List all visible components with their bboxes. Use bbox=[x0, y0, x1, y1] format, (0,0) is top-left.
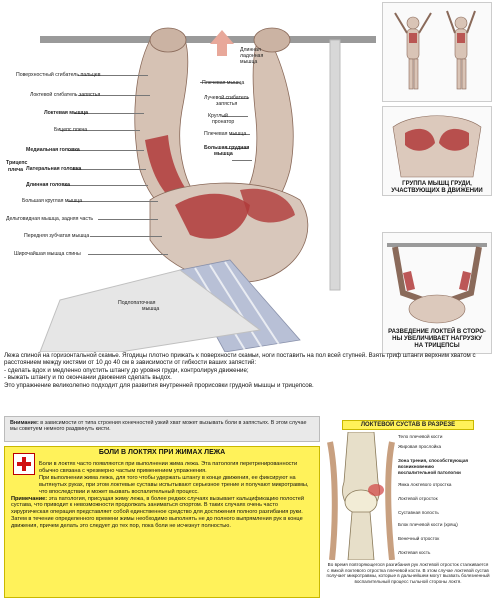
elbow-label-humerus: Тело плечевой кости bbox=[398, 434, 443, 439]
desc-intro: Лежа спиной на горизонтальной скамье. Ягодицы плотно прижать к поверхности скамьи, ноги поставить на пол всей ступней. Взять гриф штанги верхним хватом с расстоянием между кистями от 10 до 40 см в зависимости от гибкости ваших запястий: bbox=[4, 352, 476, 367]
chest-caption-line-1: ГРУППА МЫШЦ ГРУДИ, bbox=[402, 181, 472, 187]
pain-body bbox=[11, 461, 315, 530]
label-deltoid-rear: Дельтовидная мышца, задняя часть bbox=[6, 216, 94, 222]
label-long-palmar-2: ладонная bbox=[240, 53, 264, 59]
chest-drawing bbox=[383, 107, 491, 179]
anatomy-drawing bbox=[0, 0, 380, 352]
elbows-wide-drawing bbox=[383, 233, 491, 327]
label-biceps: Бицепс плеча bbox=[54, 127, 88, 133]
label-latissimus: Широчайшая мышца спины bbox=[14, 251, 81, 257]
bench-rack bbox=[330, 40, 340, 290]
label-brachial: Плечевая мышца bbox=[202, 80, 245, 86]
up-arrow bbox=[210, 30, 234, 56]
label-long-head: Длинная головка bbox=[26, 182, 70, 188]
label-round-pronator-2: пронатор bbox=[212, 119, 235, 125]
label-ulnar-muscle: Локтевая мышца bbox=[44, 110, 89, 116]
desc-step-2: - выжать штангу и по окончании движения сделать выдох. bbox=[4, 374, 172, 382]
elbow-note: Во время повторяющегося разгибания рук локтевой отросток сталкивается с ямкой локтевого отростка плечевой кости. В этом случае локтевой сустав получает микротравмы, которые в дальнейшем могут вызвать болезненный воспалительный процесс тыльной стороны локтя. bbox=[326, 562, 490, 584]
label-pectoralis-2: мышца bbox=[214, 151, 233, 157]
chest-caption bbox=[385, 181, 489, 195]
elbow-label-coronoid: Венечный отросток bbox=[398, 536, 440, 541]
label-serratus: Передняя зубчатая мышца bbox=[24, 233, 90, 239]
pain-paragraph-2: При выполнении жима лежа, для того чтобы удержать штангу в конце движения, ее фиксируют на вытянутых руках, при этом локтевые суставы испытывают серьезное трение и получают микротравмы, что впоследствии и может вызвать воспалительный процесс. bbox=[39, 474, 309, 495]
label-infraspinatus-2: мышца bbox=[142, 306, 160, 312]
label-infraspinatus-1: Подлопаточная bbox=[118, 300, 156, 306]
elbow-label-friction-1: Зона трения, способствующая bbox=[398, 458, 469, 463]
elbow-label-fat: Жировая прослойка bbox=[398, 444, 442, 449]
label-long-palmar-3: мышца bbox=[240, 59, 258, 65]
elbow-joint-panel bbox=[324, 418, 492, 598]
elbow-label-olecranon: Локтевой отросток bbox=[398, 496, 438, 501]
panel-chest bbox=[382, 106, 492, 196]
label-brachioradialis-2: запястья bbox=[216, 101, 238, 107]
label-triceps-1: Трицепс bbox=[6, 160, 28, 166]
label-brachioradialis-1: Лучевой сгибатель bbox=[204, 95, 250, 101]
elbow-section-drawing bbox=[326, 432, 396, 560]
label-long-palmar-1: Длинная bbox=[240, 47, 261, 53]
bench-press-illustration bbox=[0, 0, 380, 352]
exercise-description bbox=[4, 352, 492, 389]
elbow-label-ulna: Локтевая кость bbox=[398, 550, 431, 555]
elbow-label-fossa: Ямка локтевого отростка bbox=[398, 482, 452, 487]
desc-summary: Это упражнение великолепно подходит для развития внутренней прорисовки грудной мышцы и трицепсов. bbox=[4, 381, 314, 389]
label-ulnar-flexor: Локтевой сгибатель запястья bbox=[30, 92, 101, 98]
elbows-caption-line-2: НЫ УВЕЛИЧИВАЕТ НАГРУЗКУ bbox=[392, 336, 482, 342]
label-round-pronator-1: Круглый bbox=[208, 113, 228, 119]
attention-box bbox=[4, 416, 320, 442]
label-triceps-2: плеча bbox=[8, 167, 24, 173]
pain-title: БОЛИ В ЛОКТЯХ ПРИ ЖИМАХ ЛЕЖА bbox=[98, 449, 226, 456]
pain-paragraph-3 bbox=[11, 496, 315, 517]
barbell bbox=[40, 36, 376, 43]
pain-note-label: Примечание: bbox=[11, 495, 48, 502]
elbows-caption-line-1: РАЗВЕДЕНИЕ ЛОКТЕЙ В СТОРО- bbox=[388, 329, 486, 335]
elbow-pain-box bbox=[4, 446, 320, 598]
label-teres-major: Большая круглая мышца bbox=[22, 198, 83, 204]
attention-text: в зависимости от типа строения конечностей узкий хват может вызывать боли в запястьях. В этом случае мы советуем немного раздвинуть кисти. bbox=[10, 420, 307, 433]
left-hand bbox=[150, 28, 186, 52]
label-pectoralis-1: Большая грудная bbox=[204, 145, 250, 151]
elbows-caption-line-3: НА ТРИЦЕПСЫ bbox=[414, 343, 460, 349]
label-superficial-flexor: Поверхностный сгибатель пальцев bbox=[16, 72, 101, 78]
elbow-label-friction-3: воспалительной патологии bbox=[398, 470, 461, 475]
elbow-title: ЛОКТЕВОЙ СУСТАВ В РАЗРЕЗЕ bbox=[342, 420, 474, 430]
elbow-label-friction-2: возникновению bbox=[398, 464, 435, 469]
pain-note-text: эта патология, присущая жиму лежа, в более редких случаях вызывает кальцификацию полостей сустава, что приводит к невозможности продолжать заниматься спортом. В таких случаях очень часто хирургическая операция представляет собой единственное средство для достижения полного разгибания руки. bbox=[11, 495, 304, 516]
attention-label: Внимание: bbox=[10, 420, 39, 426]
label-lateral-head: Латеральная головка bbox=[26, 166, 82, 172]
panel-elbows-wide bbox=[382, 232, 492, 354]
label-brachioradial: Плечевая мышца bbox=[204, 131, 247, 137]
desc-step-1: - сделать вдох и медленно опустить штангу до уровня груди, контролируя движение; bbox=[4, 366, 249, 374]
chest-caption-line-2: УЧАСТВУЮЩИХ В ДВИЖЕНИИ bbox=[391, 188, 483, 194]
elbow-label-block: Блок плечевой кости (хрящ) bbox=[398, 522, 458, 527]
panel-full-body bbox=[382, 2, 492, 102]
pain-paragraph-1: Боли в локтях часто появляются при выполнении жима лежа. Эта патология перетренированности обычно связана с чрезмерно частым применением упражнения. bbox=[39, 461, 298, 474]
pain-paragraph-4: Затем в течение определенного времени жимы необходимо выполнять не до полного выпрямления рук в конце движения, причем делать это следует до тех пор, пока боли не исчезнут полностью. bbox=[11, 516, 303, 530]
elbow-label-capsule: Суставная полость bbox=[398, 510, 439, 515]
elbows-caption bbox=[385, 329, 489, 350]
full-body-drawing bbox=[383, 3, 491, 101]
label-medial-head: Медиальная головка bbox=[26, 147, 80, 153]
